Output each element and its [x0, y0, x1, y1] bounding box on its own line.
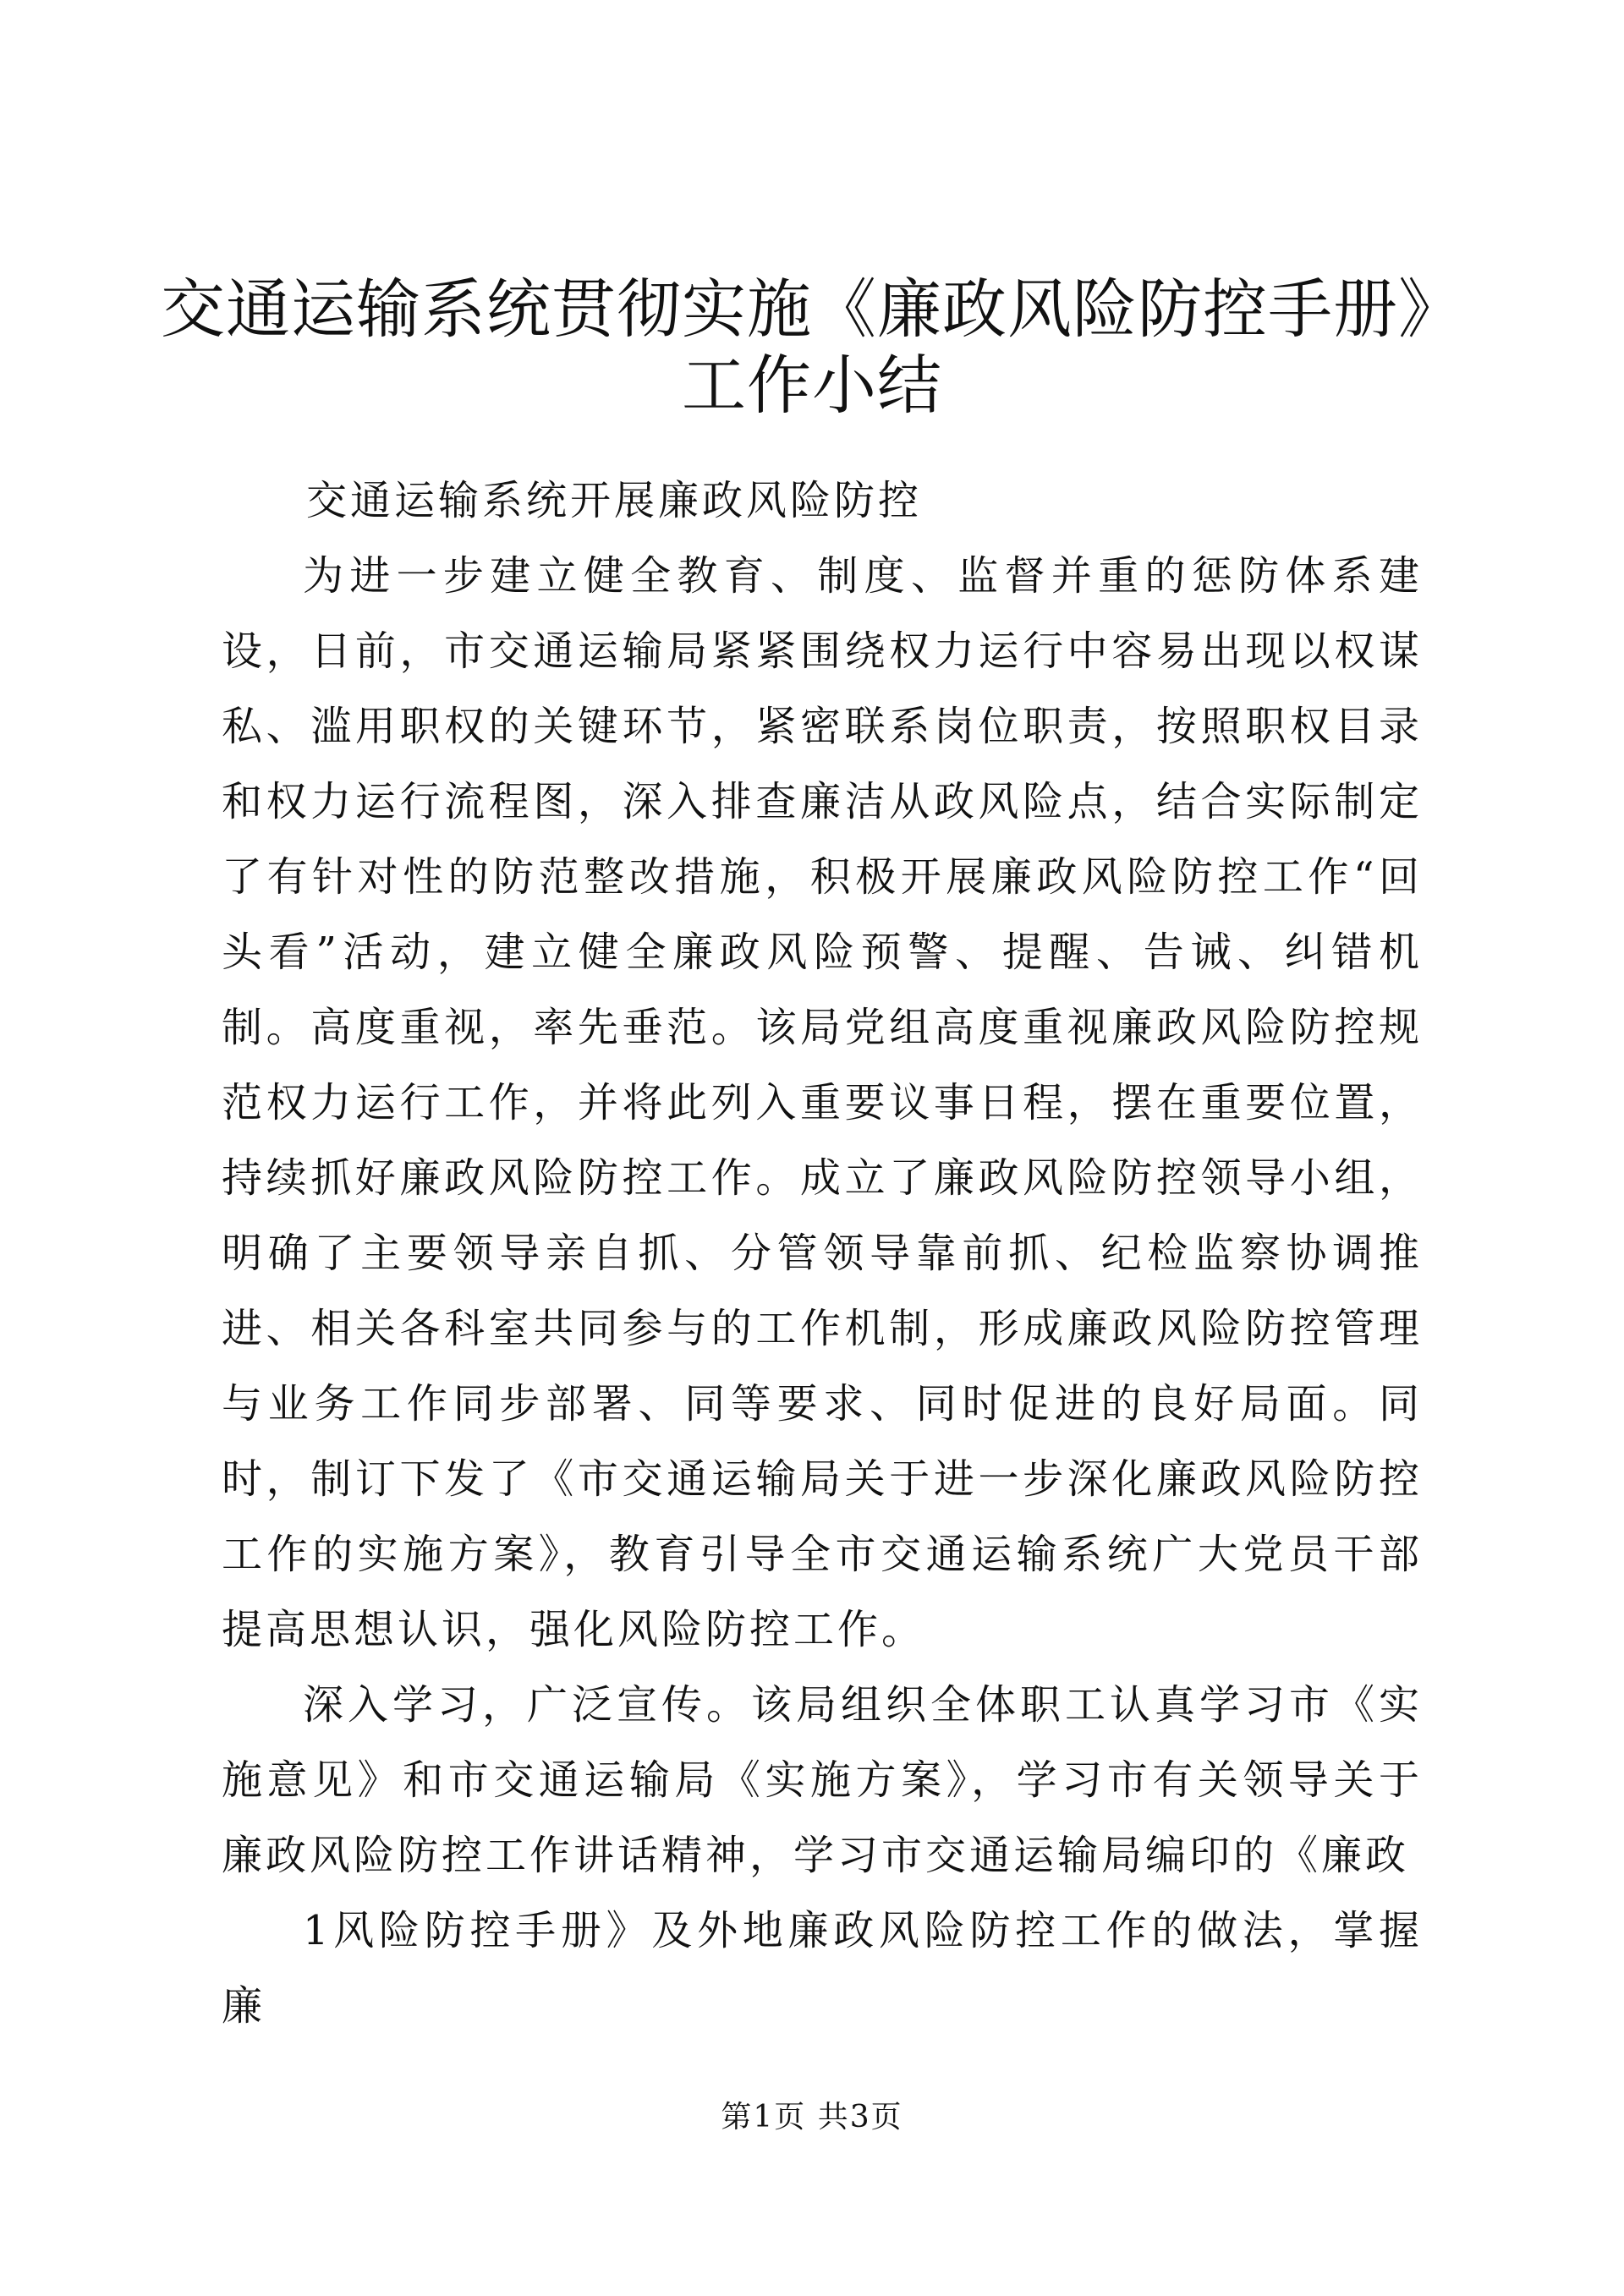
document-body — [222, 539, 1423, 2044]
paragraph-3: 1风险防控手册》及外地廉政风险防控工作的做法，掌握廉 — [222, 1907, 1423, 2030]
document-title-line1: 交通运输系统贯彻实施《廉政风险防控手册》 — [161, 271, 1463, 347]
page-footer: 第1页 共3页 — [721, 2100, 903, 2134]
document-subheading: 交通运输系统开展廉政风险防控 — [306, 477, 923, 524]
paragraph-2: 深入学习，广泛宣传。该局组织全体职工认真学习市《实施意见》和市交通运输局《实施方案》，学习市有关领导关于廉政风险防控工作讲话精神，学习市交通运输局编印的《廉政 — [222, 1681, 1423, 1879]
document-title-line2: 工作小结 — [682, 348, 942, 423]
paragraph-1: 为进一步建立健全教育、制度、监督并重的惩防体系建设，日前，市交通运输局紧紧围绕权力运行中容易出现以权谋私、滥用职权的关键环节，紧密联系岗位职责，按照职权目录和权力运行流程图，深入排查廉洁从政风险点，结合实际制定了有针对性的防范整改措施，积极开展廉政风险防控工作“回头看”活动，建立健全廉政风险预警、提醒、告诫、纠错机制。高度重视，率先垂范。该局党组高度重视廉政风险防控规范权力运行工作，并将此列入重要议事日程，摆在重要位置，持续抓好廉政风险防控工作。成立了廉政风险防控领导小组，明确了主要领导亲自抓、分管领导靠前抓、纪检监察协调推进、相关各科室共同参与的工作机制，形成廉政风险防控管理与业务工作同步部署、同等要求、同时促进的良好局面。同时，制订下发了《市交通运输局关于进一步深化廉政风险防控工作的实施方案》，教育引导全市交通运输系统广大党员干部提高思想认识，强化风险防控工作。 — [222, 552, 1423, 1653]
